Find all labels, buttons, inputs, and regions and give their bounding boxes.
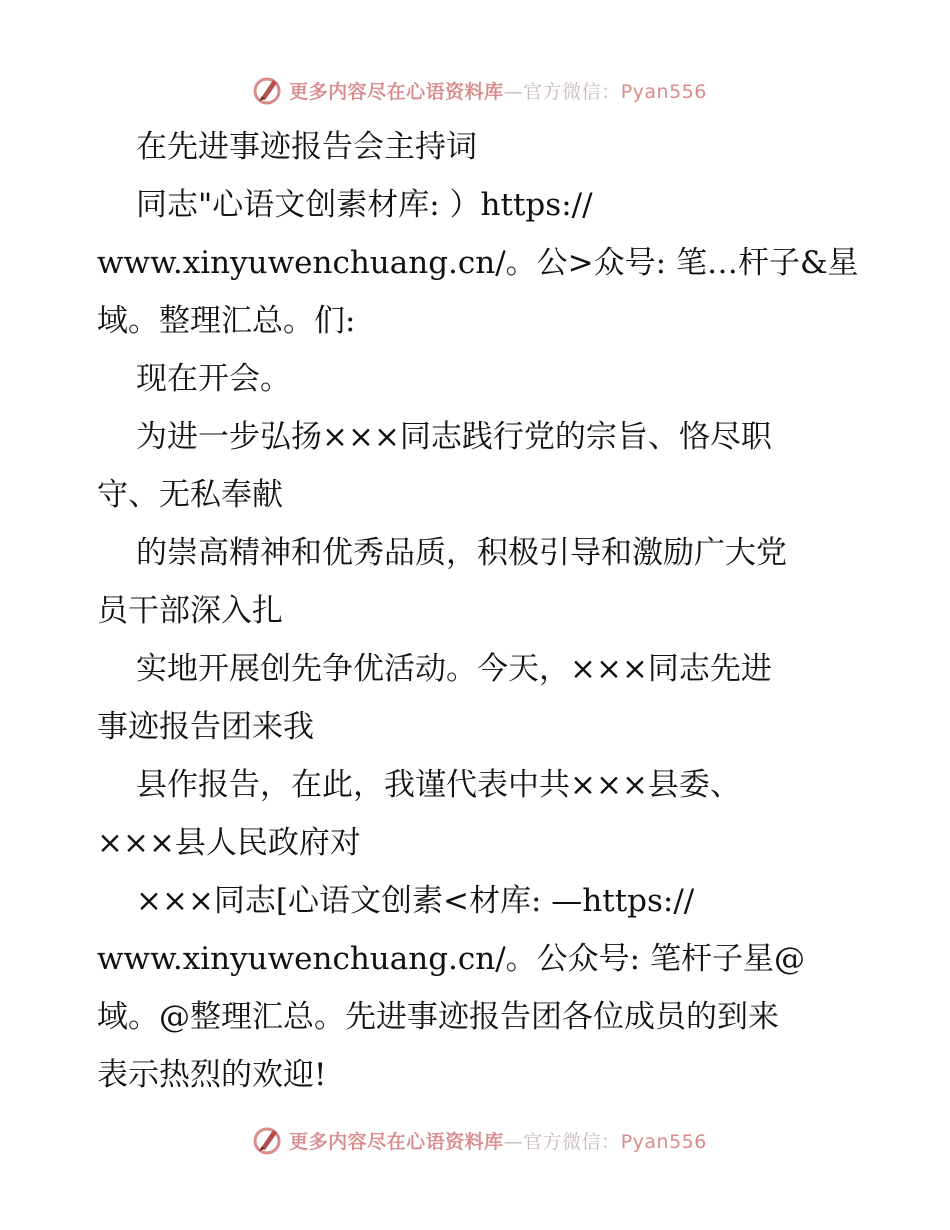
text-line: 域。整理汇总。们:: [97, 303, 356, 339]
text-line: 同志"心语文创素材库: ）https://: [136, 187, 593, 223]
text-line: 域。@整理汇总。先进事迹报告团各位成员的到来: [97, 999, 779, 1035]
footer-banner: [0, 1120, 950, 1160]
text-line: ×××同志[心语文创素<材库: —https://: [136, 883, 695, 919]
text-line: 表示热烈的欢迎!: [97, 1057, 327, 1093]
banner-title: 更多内容尽在心语资料库: [289, 80, 504, 103]
text-line: 员干部深入扎: [97, 593, 283, 629]
text-line: 为进一步弘扬×××同志践行党的宗旨、恪尽职: [136, 419, 772, 455]
text-line: 的崇高精神和优秀品质，积极引导和激励广大党: [136, 535, 787, 571]
quill-pen-logo-icon: [251, 74, 283, 106]
quill-pen-logo-icon: [251, 1124, 283, 1156]
document-title: 在先进事迹报告会主持词: [136, 129, 477, 165]
document-body: [97, 118, 877, 1104]
footer-banner-text: [289, 1127, 707, 1154]
text-line: 现在开会。: [136, 361, 291, 397]
header-banner-inner: [251, 74, 707, 106]
footer-banner-inner: [251, 1124, 707, 1156]
text-line: 守、无私奉献: [97, 477, 283, 513]
header-banner: [0, 70, 950, 110]
banner-title: 更多内容尽在心语资料库: [289, 1130, 504, 1153]
text-line: 事迹报告团来我: [97, 709, 314, 745]
header-banner-text: [289, 77, 707, 104]
banner-separator: —官方微信：: [503, 1130, 621, 1153]
text-line: ×××县人民政府对: [97, 825, 361, 861]
text-line: www.xinyuwenchuang.cn/。公>众号: 笔…杆子&星: [97, 245, 859, 281]
banner-separator: —官方微信：: [503, 80, 621, 103]
text-line: www.xinyuwenchuang.cn/。公众号: 笔杆子星@: [97, 941, 805, 977]
text-line: 县作报告，在此，我谨代表中共×××县委、: [136, 767, 741, 803]
banner-wechat-id: Pyan556: [620, 1130, 707, 1153]
banner-wechat-id: Pyan556: [620, 80, 707, 103]
text-line: 实地开展创先争优活动。今天，×××同志先进: [136, 651, 772, 687]
